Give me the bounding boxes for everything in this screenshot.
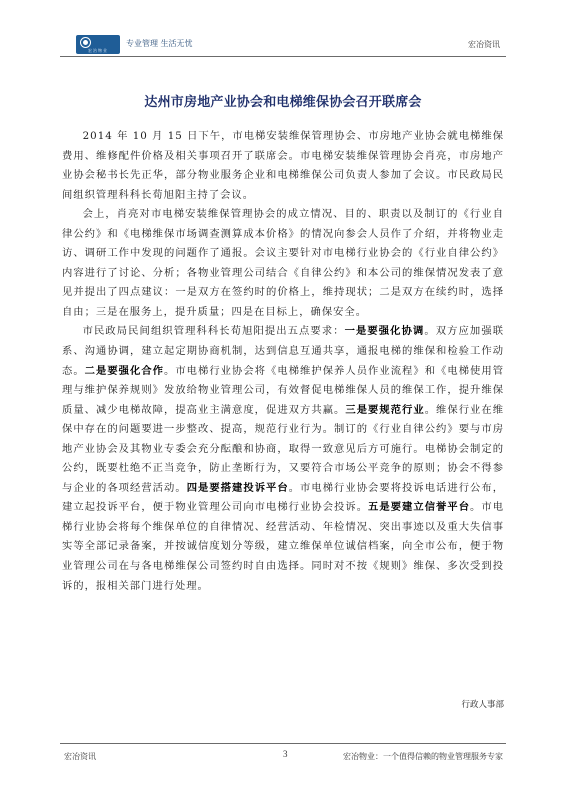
emphasized-text: 二是要强化合作 <box>84 364 165 377</box>
article-signature: 行政人事部 <box>461 700 504 710</box>
paragraph-text: 。维保行业在维保中存在的问题要进一步整改、提高，规范行业行为。制订的《行业自律公约》要与市房地产业协会及其物业专委会充分酝酿和协商，取得一致意见后方可施行。电梯协会制定的公约，既要杜绝不正当竞争，防止垄断行为，又要符合市场公平竞争的原则；协会不得参与企业的各项经营活动。 <box>62 403 505 494</box>
header-publication-name: 宏冶资讯 <box>468 40 500 49</box>
footer-divider <box>60 743 506 744</box>
article-body <box>62 127 504 596</box>
page-header <box>60 34 506 56</box>
article-paragraph <box>62 127 504 205</box>
header-slogan: 专业管理 生活无忧 <box>126 39 193 48</box>
paragraph-text: 。市电梯行业协会将每个维保单位的自律情况、经营活动、年检情况、突出事迹以及重大失信事实等全部记录备案，并按诚信度划分等级，建立维保单位诚信档案，向全市公布，便于物业管理公司在与各电梯维保公司签约时自由选择。同时对不按《规则》维保、多次受到投诉的，报相关部门进行处理。 <box>62 501 505 592</box>
emphasized-text: 一是要强化协调 <box>344 325 425 338</box>
paragraph-text: 。市电梯行业协会将《电梯维护保养人员作业流程》和《电梯使用管理与维护保养规则》发放给物业管理公司，有效督促电梯维保人员的维保工作，提升维保质量、减少电梯故障，提高业主满意度，促进双方共赢。 <box>62 364 505 416</box>
article-title: 达州市房地产业协会和电梯维保协会召开联席会 <box>144 95 422 110</box>
emphasized-text: 三是要规范行业 <box>345 403 425 416</box>
paragraph-text: 市民政局民间组织管理科科长荀旭阳提出五点要求： <box>82 325 345 338</box>
paragraph-text: 。市电梯行业协会要将投诉电话进行公布，建立起投诉平台，便于物业管理公司向市电梯行业协会投诉。 <box>62 481 505 514</box>
page-number: 3 <box>283 749 288 759</box>
paragraph-text: 2014 年 10 月 15 日下午，市电梯安装维保管理协会、市房地产业协会就电梯维保费用、维修配件价格及相关事项召开了联席会。市电梯安装维保管理协会肖亮，市房地产业协会秘书长先正华，部分物业服务企业和电梯维保公司负责人参加了会议。市民政局民间组织管理科科长荀旭阳主持了会议。 <box>62 130 504 201</box>
paragraph-text: 。双方应加强联系、沟通协调，建立起定期协商机制，达到信息互通共享，通报电梯的维保和检验工作动态。 <box>62 325 505 377</box>
article-paragraph <box>62 322 504 596</box>
company-logo <box>76 35 120 54</box>
emphasized-text: 五是要建立信誉平台 <box>368 501 471 514</box>
header-divider <box>60 56 506 57</box>
logo-dot-icon <box>83 40 88 45</box>
footer-publication-name: 宏冶资讯 <box>64 752 96 761</box>
footer-tagline: 宏冶物业：一个值得信赖的物业管理服务专家 <box>343 752 503 761</box>
paragraph-text: 会上，肖亮对市电梯安装维保管理协会的成立情况、目的、职责以及制订的《行业自律公约》和《电梯维保市场调查测算成本价格》的情况向参会人员作了介绍，并将物业走访、调研工作中发现的问题作了通报。会议主要针对市电梯行业协会的《行业自律公约》内容进行了讨论、分析；各物业管理公司结合《自律公约》和本公司的维保情况发表了意见并提出了四点建议：一是双方在签约时的价格上，维持现状；二是双方在续约时，选择自由；三是在服务上，提升质量；四是在目标上，确保安全。 <box>62 208 504 318</box>
emphasized-text: 四是要搭建投诉平台 <box>186 481 289 494</box>
logo-text: 宏治物业 <box>88 48 108 53</box>
article-paragraph <box>62 205 504 322</box>
